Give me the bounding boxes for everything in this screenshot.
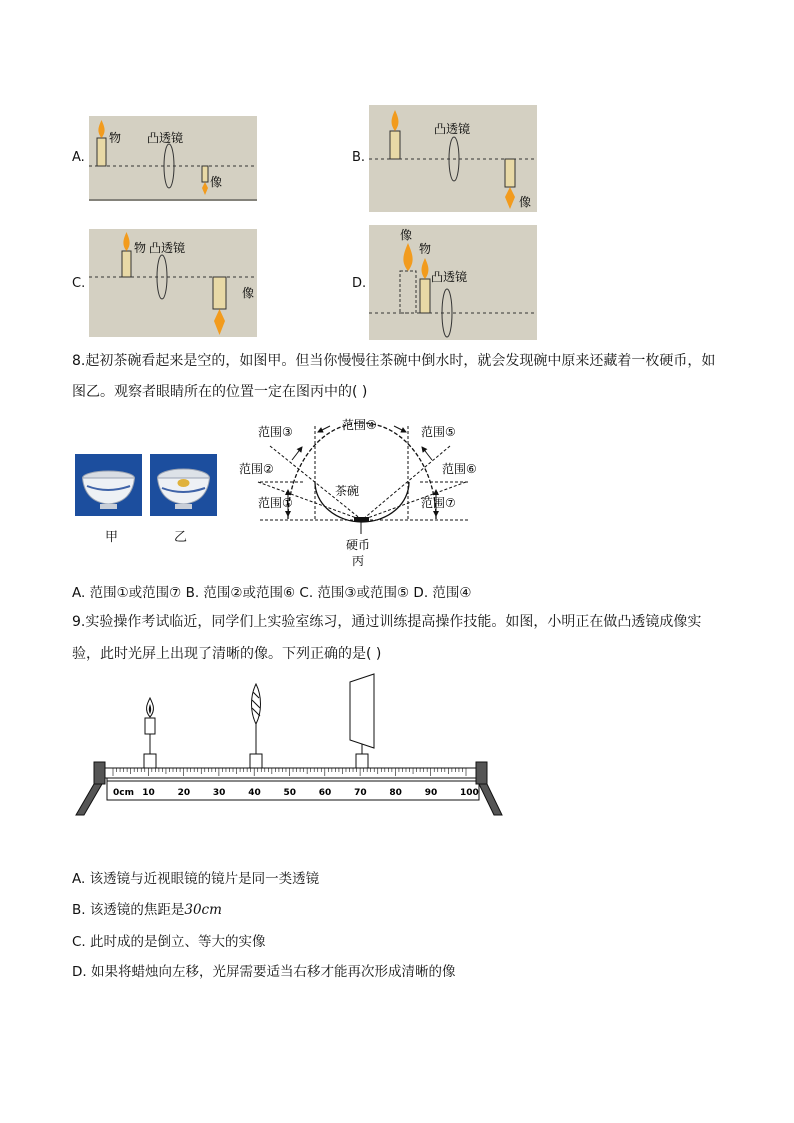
- option-a-lens-label: 凸透镜: [147, 131, 184, 145]
- ruler-label: 100: [460, 788, 479, 798]
- option-a-img-label: 像: [210, 175, 223, 189]
- option-b-figure: [369, 105, 537, 212]
- q9-option-c: C. 此时成的是倒立、等大的实像: [72, 934, 266, 950]
- q9-line2: 验，此时光屏上出现了清晰的像。下列正确的是( ): [72, 646, 382, 662]
- q9-option-d: D. 如果将蜡烛向左移，光屏需要适当右移才能再次形成清晰的像: [72, 964, 456, 980]
- q8-line1: 8.起初茶碗看起来是空的，如图甲。但当你慢慢往茶碗中倒水时，就会发现碗中原来还藏着一枚硬币，如: [72, 353, 716, 369]
- range-6-label: 范围⑥: [442, 462, 477, 476]
- coin-label: 硬币: [346, 538, 371, 552]
- q9-option-b: [72, 898, 222, 918]
- option-b-lens-label: 凸透镜: [434, 122, 471, 136]
- option-c-obj-label: 物: [134, 241, 147, 255]
- ruler-label: 80: [389, 788, 402, 798]
- ruler-label: 70: [354, 788, 367, 798]
- option-d-lens-label: 凸透镜: [431, 270, 468, 284]
- diagram-caption-bing: 丙: [352, 554, 365, 568]
- ruler-label: 0cm: [113, 788, 134, 798]
- option-d-letter: D.: [352, 276, 367, 291]
- option-d-figure: [369, 225, 537, 340]
- option-c-svg: [89, 229, 257, 337]
- ruler-label: 10: [142, 788, 155, 798]
- q9-option-b-text: B. 该透镜的焦距是: [72, 902, 185, 918]
- option-d-svg: [369, 225, 537, 340]
- range-1-label: 范围①: [258, 496, 293, 510]
- ruler-label: 50: [283, 788, 297, 798]
- photo-caption-jia: 甲: [105, 530, 119, 545]
- option-b-letter: B.: [352, 150, 366, 165]
- option-b-img-label: 像: [519, 195, 532, 209]
- ruler-label: 40: [248, 788, 261, 798]
- ruler-label: 60: [318, 788, 332, 798]
- range-4-label: 范围④: [342, 418, 377, 432]
- optical-bench-figure: [74, 670, 504, 820]
- bowl-photo-yi: [150, 454, 217, 516]
- range-3-label: 范围③: [258, 425, 293, 439]
- ruler-label: 30: [212, 788, 226, 798]
- option-d-obj-label: 物: [419, 242, 432, 256]
- range-5-label: 范围⑤: [421, 425, 456, 439]
- option-a-letter: A.: [72, 150, 85, 165]
- ruler-label: 20: [177, 788, 191, 798]
- q9-line1: 9.实验操作考试临近，同学们上实验室练习，通过训练提高操作技能。如图，小明正在做凸透镜成像实: [72, 614, 702, 630]
- q8-diagram: [230, 412, 500, 572]
- q8-line2: 图乙。观察者眼睛所在的位置一定在图丙中的( ): [72, 384, 368, 400]
- q9-option-b-value: 30cm: [184, 902, 222, 918]
- q8-options: A. 范围①或范围⑦ B. 范围②或范围⑥ C. 范围③或范围⑤ D. 范围④: [72, 585, 472, 601]
- option-c-lens-label: 凸透镜: [149, 241, 186, 255]
- option-c-img-label: 像: [242, 286, 255, 300]
- photo-caption-yi: 乙: [174, 530, 188, 545]
- bowl-label: 茶碗: [335, 484, 360, 498]
- option-c-figure: [89, 229, 257, 337]
- bowl-photo-jia: [75, 454, 142, 516]
- ruler-label: 90: [424, 788, 438, 798]
- range-7-label: 范围⑦: [421, 496, 456, 510]
- option-a-figure: [89, 116, 257, 201]
- option-d-img-label: 像: [400, 228, 413, 242]
- option-c-letter: C.: [72, 276, 86, 291]
- option-b-svg: [369, 105, 537, 212]
- range-2-label: 范围②: [239, 462, 274, 476]
- option-a-svg: [89, 116, 257, 201]
- q9-option-a: A. 该透镜与近视眼镜的镜片是同一类透镜: [72, 871, 320, 887]
- option-a-obj-label: 物: [109, 131, 122, 145]
